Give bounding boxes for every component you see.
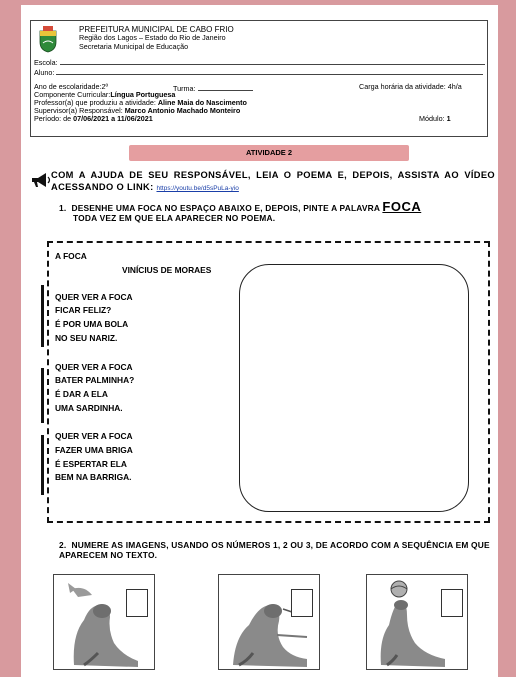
stanza-bar — [41, 368, 44, 423]
megaphone-icon — [30, 172, 52, 188]
number-answer-box[interactable] — [441, 589, 463, 617]
stanza-bar — [41, 285, 44, 347]
poem-line: BATER PALMINHA? — [55, 375, 135, 386]
q2-text: NUMERE AS IMAGENS, USANDO OS NÚMEROS 1, 2 OU 3, DE ACORDO COM A SEQUÊNCIA EM QUE APARECEM NO TEXTO. — [59, 540, 490, 560]
number-answer-box[interactable] — [291, 589, 313, 617]
poem-line: É POR UMA BOLA — [55, 319, 129, 330]
activity-title: ATIVIDADE 2 — [129, 145, 409, 161]
supervisor-label: Supervisor(a) Responsável: — [34, 106, 123, 115]
video-link[interactable]: https://youtu.be/d5sPuLa-yio — [156, 185, 239, 192]
q1-number: 1. — [59, 203, 67, 213]
carga-label: Carga horária da atividade: — [359, 82, 446, 91]
school-header — [30, 20, 488, 137]
componente-value: Língua Portuguesa — [110, 90, 176, 99]
professor-value: Aline Maia do Nascimento — [157, 98, 247, 107]
carga-value: 4h/a — [447, 82, 462, 91]
poem-line: QUER VER A FOCA — [55, 291, 133, 302]
poem-author: VINÍCIUS DE MORAES — [122, 265, 212, 275]
seal-angry-image — [218, 574, 320, 670]
intro-text: COM A AJUDA DE SEU RESPONSÁVEL, LEIA O POEMA E, DEPOIS, ASSISTA AO VÍDEO ACESSANDO O LINK: — [51, 170, 495, 192]
city-crest-icon — [37, 25, 59, 53]
escola-field[interactable] — [60, 57, 485, 65]
modulo-label: Módulo: — [419, 114, 445, 123]
periodo-value: 07/06/2021 a 11/06/2021 — [73, 114, 153, 123]
turma-label: Turma: — [173, 84, 196, 93]
professor-label: Professor(a) que produziu a atividade: — [34, 98, 156, 107]
regiao-text: Região dos Lagos – Estado do Rio de Janeiro — [79, 33, 226, 43]
turma-field[interactable] — [198, 83, 253, 91]
seal-with-ball-image — [366, 574, 468, 670]
ano-value: 2º — [101, 82, 109, 91]
prefeitura-title: PREFEITURA MUNICIPAL DE CABO FRIO — [79, 25, 234, 34]
modulo-value: 1 — [446, 114, 451, 123]
intro-instruction — [51, 169, 495, 195]
poem-line: É ESPERTAR ELA — [55, 458, 127, 469]
poem-line: NO SEU NARIZ. — [55, 332, 118, 343]
poem-line: UMA SARDINHA. — [55, 402, 123, 413]
poem-line: É DAR A ELA — [55, 388, 108, 399]
poem-line: QUER VER A FOCA — [55, 431, 133, 442]
ano-label: Ano de escolaridade: — [34, 82, 102, 91]
poem-line: QUER VER A FOCA — [55, 361, 133, 372]
poem-line: FICAR FELIZ? — [55, 305, 112, 316]
poem — [55, 250, 212, 485]
poem-line: BEM NA BARRIGA. — [55, 472, 132, 483]
number-answer-box[interactable] — [126, 589, 148, 617]
q1-foca-word: FOCA — [382, 199, 422, 214]
worksheet-page — [21, 5, 498, 677]
question-2 — [59, 540, 495, 560]
componente-label: Componente Curricular: — [34, 90, 111, 99]
q1-text-2: TODA VEZ EM QUE ELA APARECER NO POEMA. — [73, 213, 276, 223]
seal-with-fish-image — [53, 574, 155, 670]
supervisor-value: Marco Antonio Machado Monteiro — [124, 106, 241, 115]
drawing-box[interactable] — [239, 264, 469, 512]
q2-number: 2. — [59, 540, 67, 550]
q1-text: DESENHE UMA FOCA NO ESPAÇO ABAIXO E, DEPOIS, PINTE A PALAVRA — [71, 203, 380, 213]
question-1 — [59, 199, 495, 223]
escola-label: Escola: — [34, 58, 58, 67]
poem-line: FAZER UMA BRIGA — [55, 445, 133, 456]
poem-title: A FOCA — [55, 251, 87, 261]
periodo-label: Período: de — [34, 114, 72, 123]
secretaria-text: Secretaria Municipal de Educação — [79, 41, 189, 51]
aluno-label: Aluno: — [34, 68, 55, 77]
aluno-field[interactable] — [56, 67, 483, 75]
stanza-bar — [41, 435, 44, 495]
